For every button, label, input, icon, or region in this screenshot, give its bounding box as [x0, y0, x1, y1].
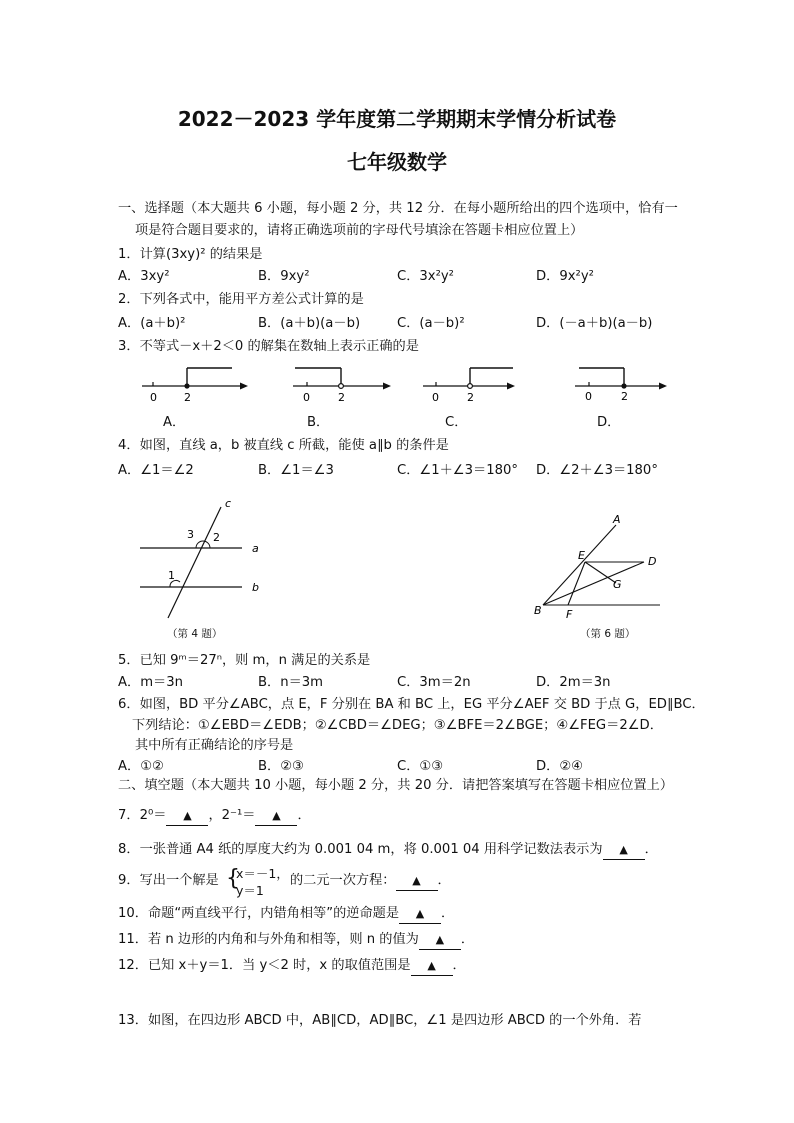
fig4-label-c: c — [225, 497, 232, 510]
q2-option-c: C．(a－b)² — [397, 316, 465, 331]
q9-pre: 9．写出一个解是 — [118, 873, 219, 888]
fig4-label-b: b — [252, 581, 259, 594]
q12-end: ． — [452, 958, 466, 973]
q2-option-a: A．(a＋b)² — [118, 316, 186, 331]
q6-line1: 6．如图，BD 平分∠ABC，点 E，F 分别在 BA 和 BC 上，EG 平分∠AEF 交 BD 于点 G，ED∥BC． — [118, 697, 705, 712]
section1-heading-line2: 项是符合题目要求的，请将正确选项前的字母代号填涂在答题卡相应位置上） — [135, 223, 584, 238]
fig4-caption: （第 4 题） — [167, 628, 223, 640]
q2-stem: 2．下列各式中，能用平方差公式计算的是 — [118, 292, 364, 307]
q4-option-c: C．∠1＋∠3＝180° — [397, 463, 518, 478]
q6-option-c: C．①③ — [397, 759, 444, 774]
fig6-label-e: E — [578, 549, 585, 562]
q2-option-b: B．(a＋b)(a－b) — [258, 316, 361, 331]
q3-numberline-b — [291, 362, 401, 404]
q4-option-d: D．∠2＋∠3＝180° — [536, 463, 658, 478]
q3c-tick-2: 2 — [467, 391, 474, 404]
q10-blank: ▲ — [399, 905, 441, 924]
q3-numberline-c — [421, 362, 531, 404]
q4-option-b: B．∠1＝∠3 — [258, 463, 334, 478]
fig4-label-3: 3 — [187, 528, 194, 541]
q7-part1: 7．2⁰＝ — [118, 808, 167, 823]
page-subtitle: 七年级数学 — [347, 150, 447, 174]
fig6-caption: （第 6 题） — [580, 628, 636, 640]
q3d-tick-2: 2 — [621, 390, 628, 402]
q8-end: ． — [644, 842, 658, 857]
q4-stem: 4．如图，直线 a，b 被直线 c 所截，能使 a∥b 的条件是 — [118, 438, 449, 453]
q3d-tick-0: 0 — [585, 390, 592, 402]
q3a-tick-2: 2 — [184, 391, 191, 404]
fig6-label-a: A — [613, 513, 621, 526]
section1-heading-line1: 一、选择题（本大题共 6 小题，每小题 2 分，共 12 分．在每小题所给出的四个选项中，恰有一 — [118, 201, 678, 216]
q3-option-d: D． — [597, 415, 621, 430]
q6-line2: 下列结论：①∠EBD＝∠EDB；②∠CBD＝∠DEG；③∠BFE＝2∠BGE；④∠FEG＝2∠D． — [132, 718, 663, 733]
q8-line — [118, 841, 658, 860]
q3c-tick-0: 0 — [432, 391, 439, 404]
q12-blank: ▲ — [411, 957, 453, 976]
q9-post-line — [290, 872, 451, 891]
q10-line — [118, 905, 454, 924]
q6-option-d: D．②④ — [536, 759, 583, 774]
q3-option-a: A． — [163, 415, 186, 430]
q3-option-c: C． — [445, 415, 468, 430]
page-title: 2022－2023 学年度第二学期期末学情分析试卷 — [177, 107, 617, 131]
q5-option-d: D．2m＝3n — [536, 675, 611, 690]
q1-option-b: B．9xy² — [258, 269, 310, 284]
q7-line — [118, 807, 311, 826]
q9-end: ． — [437, 873, 451, 888]
q1-option-a: A．3xy² — [118, 269, 170, 284]
q9-blank: ▲ — [396, 872, 438, 891]
q9-post: 的二元一次方程： — [290, 873, 396, 888]
fig4-label-2: 2 — [213, 531, 220, 544]
q3-numberline-a — [140, 362, 250, 404]
q3b-tick-0: 0 — [303, 391, 310, 404]
q6-option-b: B．②③ — [258, 759, 304, 774]
q10-end: ． — [441, 906, 455, 921]
q7-end: ． — [297, 808, 311, 823]
q2-option-d: D．(－a＋b)(a－b) — [536, 316, 653, 331]
q5-option-b: B．n＝3m — [258, 675, 324, 690]
q8-text: 8．一张普通 A4 纸的厚度大约为 0.001 04 m，将 0.001 04 用科学记数法表示为 — [118, 842, 603, 857]
q1-stem: 1．计算(3xy)² 的结果是 — [118, 247, 263, 262]
q5-option-c: C．3m＝2n — [397, 675, 471, 690]
q3-stem: 3．不等式－x＋2＜0 的解集在数轴上表示正确的是 — [118, 339, 419, 354]
q12-text: 12．已知 x＋y＝1．当 y＜2 时，x 的取值范围是 — [118, 958, 411, 973]
q11-blank: ▲ — [419, 931, 461, 950]
fig6-label-b: B — [534, 604, 542, 617]
fig6-label-g: G — [613, 578, 622, 591]
q11-line — [118, 931, 474, 950]
q4-option-a: A．∠1＝∠2 — [118, 463, 194, 478]
q7-blank-1: ▲ — [166, 807, 208, 826]
q4-figure — [130, 495, 280, 620]
q8-blank: ▲ — [603, 841, 645, 860]
q5-stem: 5．已知 9ᵐ＝27ⁿ，则 m，n 满足的关系是 — [118, 653, 371, 668]
fig4-label-1: 1 — [168, 569, 175, 582]
q1-option-c: C．3x²y² — [397, 269, 454, 284]
q13-text: 13．如图，在四边形 ABCD 中，AB∥CD，AD∥BC，∠1 是四边形 ABCD 的一个外角．若 — [118, 1013, 642, 1028]
q6-line3: 其中所有正确结论的序号是 — [135, 738, 294, 753]
q1-option-d: D．9x²y² — [536, 269, 594, 284]
q11-text: 11．若 n 边形的内角和与外角和相等，则 n 的值为 — [118, 932, 419, 947]
q11-end: ． — [460, 932, 475, 947]
q3b-tick-2: 2 — [338, 391, 345, 404]
q9-brace: { — [226, 866, 240, 891]
section2-heading: 二、填空题（本大题共 10 小题，每小题 2 分，共 20 分．请把答案填写在答题卡相应位置上） — [118, 778, 674, 793]
q7-mid: ，2⁻¹＝ — [208, 808, 256, 823]
q7-blank-2: ▲ — [255, 807, 297, 826]
q12-line — [118, 957, 466, 976]
q6-option-a: A．①② — [118, 759, 164, 774]
q9-eq1: x＝－1， — [236, 866, 289, 881]
q9-eq2: y＝1 — [236, 883, 264, 898]
q3-numberline-d — [573, 360, 673, 402]
fig4-label-a: a — [252, 542, 259, 555]
fig6-label-d: D — [648, 555, 657, 568]
fig6-label-f: F — [566, 608, 573, 620]
q3-option-b: B． — [307, 415, 330, 430]
q3a-tick-0: 0 — [150, 391, 157, 404]
q10-text: 10．命题“两直线平行，内错角相等”的逆命题是 — [118, 906, 400, 921]
q6-figure — [530, 510, 670, 620]
q5-option-a: A．m＝3n — [118, 675, 183, 690]
